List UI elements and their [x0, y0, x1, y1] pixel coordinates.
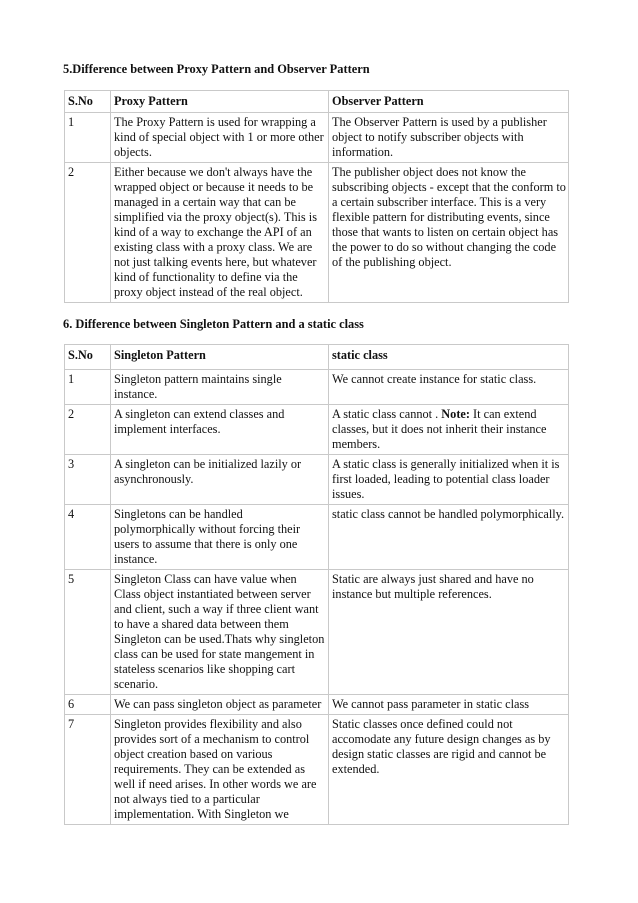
note-label: Note: — [441, 407, 470, 421]
column-header-sno: S.No — [65, 91, 111, 113]
static-class-cell: Static are always just shared and have no instance but multiple references. — [329, 570, 569, 695]
row-number: 7 — [65, 715, 111, 825]
section-6-heading: 6. Difference between Singleton Pattern and a static class — [63, 317, 364, 331]
column-header-proxy-pattern: Proxy Pattern — [111, 91, 329, 113]
row-number: 4 — [65, 505, 111, 570]
table-header-row — [65, 345, 569, 370]
proxy-cell: Either because we don't always have the wrapped object or because it needs to be managed in a certain way that can be simplified via the proxy object(s). This is kind of a way to exchange the API of an existing class with a proxy class. We are not just talking events here, but whatever kind of functionality to define via the proxy object instead of the real object. — [111, 163, 329, 303]
note-text: It can extend classes, but it does not inherit their instance members. — [332, 407, 547, 451]
row-number: 2 — [65, 405, 111, 455]
singleton-cell: A singleton can extend classes and implement interfaces. — [111, 405, 329, 455]
singleton-vs-static-table — [64, 344, 569, 825]
table-row — [65, 715, 569, 825]
singleton-cell: We can pass singleton object as parameter — [111, 695, 329, 715]
static-class-cell: We cannot create instance for static class. — [329, 370, 569, 405]
static-class-cell — [329, 405, 569, 455]
singleton-cell: Singletons can be handled polymorphically without forcing their users to assume that there is only one instance. — [111, 505, 329, 570]
table-row — [65, 695, 569, 715]
singleton-cell: Singleton Class can have value when Class object instantiated between server and client, such a way if three client want to have a shared data between them Singleton can be used.Thats why singleton class can be used for state mangement in stateless scenarios like shopping cart scenario. — [111, 570, 329, 695]
table-row — [65, 163, 569, 303]
column-header-observer-pattern: Observer Pattern — [329, 91, 569, 113]
table-header-row — [65, 91, 569, 113]
row-number: 3 — [65, 455, 111, 505]
table-row — [65, 405, 569, 455]
proxy-cell: The Proxy Pattern is used for wrapping a kind of special object with 1 or more other objects. — [111, 113, 329, 163]
singleton-cell: Singleton pattern maintains single instance. — [111, 370, 329, 405]
table-row — [65, 455, 569, 505]
row-number: 2 — [65, 163, 111, 303]
table-row — [65, 113, 569, 163]
singleton-cell: Singleton provides flexibility and also provides sort of a mechanism to control object creation based on various requirements. They can be extended as well if need arises. In other words we are not always tied to a particular implementation. With Singleton we — [111, 715, 329, 825]
table-row — [65, 570, 569, 695]
section-5-heading: 5.Difference between Proxy Pattern and Observer Pattern — [63, 62, 370, 76]
proxy-vs-observer-table — [64, 90, 569, 303]
table-row — [65, 505, 569, 570]
static-class-cell: static class cannot be handled polymorphically. — [329, 505, 569, 570]
observer-cell: The publisher object does not know the subscribing objects - except that the conform to a certain subscriber interface. This is a very flexible pattern for distributing events, since those that wants to listen on certain object has the power to do so without changing the code of the publishing object. — [329, 163, 569, 303]
static-class-cell: Static classes once defined could not accomodate any future design changes as by design static classes are rigid and cannot be extended. — [329, 715, 569, 825]
row-number: 1 — [65, 113, 111, 163]
table-row — [65, 370, 569, 405]
static-class-cell: A static class is generally initialized when it is first loaded, leading to potential class loader issues. — [329, 455, 569, 505]
row-number: 5 — [65, 570, 111, 695]
row-number: 6 — [65, 695, 111, 715]
column-header-singleton-pattern: Singleton Pattern — [111, 345, 329, 370]
column-header-static-class: static class — [329, 345, 569, 370]
static-class-cell: We cannot pass parameter in static class — [329, 695, 569, 715]
singleton-cell: A singleton can be initialized lazily or asynchronously. — [111, 455, 329, 505]
row-number: 1 — [65, 370, 111, 405]
column-header-sno: S.No — [65, 345, 111, 370]
observer-cell: The Observer Pattern is used by a publisher object to notify subscriber objects with information. — [329, 113, 569, 163]
static-class-text: A static class cannot . — [332, 407, 439, 421]
